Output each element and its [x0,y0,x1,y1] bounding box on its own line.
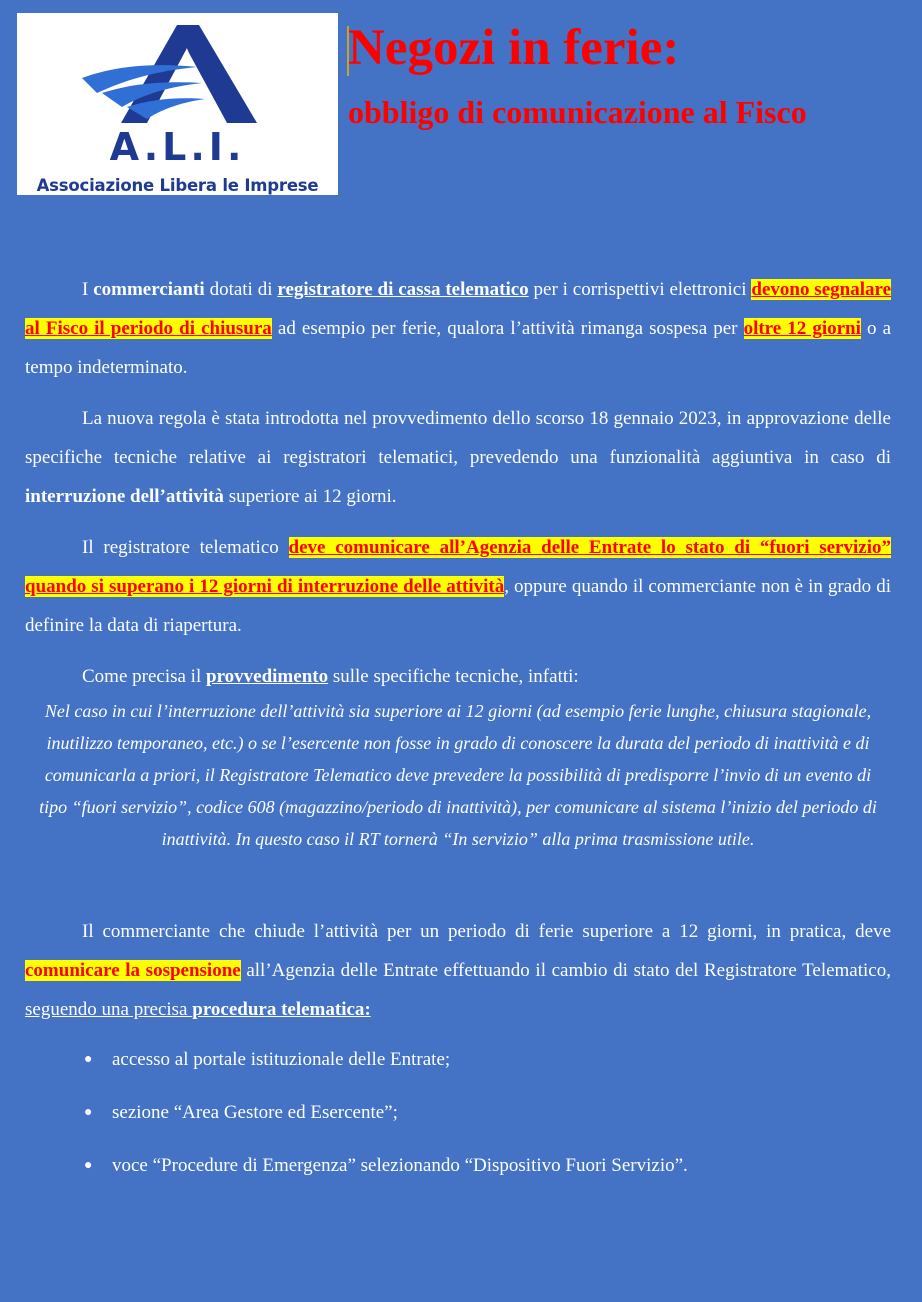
paragraph-rule [25,399,891,516]
text-underlined: seguendo una precisa [25,999,193,1020]
text: I [82,279,94,300]
list-item-text: accesso al portale istituzionale delle Entrate; [112,1049,451,1070]
bullet-icon: ● [84,1105,93,1120]
page-subtitle: obbligo di comunicazione al Fisco [348,94,807,130]
logo-subtitle: Associazione Libera le Imprese [36,176,319,195]
ali-logo-icon [77,23,277,128]
bullet-icon: ● [84,1158,93,1173]
text-bold: interruzione dell’attività [25,486,224,507]
text: per i corrispettivi elettronici [528,279,752,300]
text: , oppure quando il commerciante non è in grado di definire la data di riapertura. [25,576,891,636]
page-title: Negozi in ferie: [348,20,680,76]
text: dotati di [204,279,278,300]
logo-name: A.L.I. [109,125,246,169]
highlight-text: deve comunicare all’Agenzia delle Entrate lo stato di “fuori servizio” quando si superano i 12 giorni di interruzione delle attività [25,537,891,597]
steps-list [25,1033,891,1192]
text: sulle specifiche tecniche, infatti: [328,666,579,687]
bullet-icon: ● [84,1052,93,1067]
text: o a tempo indeterminato. [25,318,891,378]
list-item [84,1086,891,1139]
text: Il registratore telematico [82,537,289,558]
highlight-text: comunicare la sospensione [25,960,241,981]
text-underlined: registratore di cassa telematico [277,279,529,300]
article-body [25,270,891,1192]
text: Come precisa il [82,666,206,687]
logo [17,13,338,195]
paragraph-provvedimento [25,659,891,695]
text: La nuova regola è stata introdotta nel provvedimento dello scorso 18 gennaio 2023, in approvazione delle specifiche tecniche relative ai registratori telematici, prevedendo una funzionalità aggiuntiva in caso di [25,408,891,468]
paragraph-intro [25,270,891,387]
text-bold: commercianti [93,279,205,300]
highlight-text: devono segnalare al Fisco il periodo di chiusura [25,279,892,339]
list-item-text: sezione “Area Gestore ed Esercente”; [112,1102,398,1123]
text-underlined: procedura telematica [192,999,365,1020]
paragraph-registratore [25,528,891,645]
highlight-text: oltre 12 giorni [743,318,861,339]
text-underlined: provvedimento [206,666,329,687]
text: all’Agenzia delle Entrate effettuando il cambio di stato del Registratore Telematico, [240,960,891,981]
text: Il commerciante che chiude l’attività per un periodo di ferie superiore a 12 giorni, in pratica, deve [82,921,891,942]
text-underlined: : [364,999,371,1020]
quote-block: Nel caso in cui l’interruzione dell’attività sia superiore ai 12 giorni (ad esempio ferie lunghe, chiusura stagionale, inutilizzo temporaneo, etc.) o se l’esercente non fosse in grado di conoscere la durata del periodo di inattività e di comunicarla a priori, il Registratore Telematico deve prevedere la possibilità di predisporre l’invio di un evento di tipo “fuori servizio”, codice 608 (magazzino/periodo di inattività), per comunicare al sistema l’inizio del periodo di inattività. In questo caso il RT tornerà “In servizio” alla prima trasmissione utile. [39,701,877,849]
paragraph-procedura [25,912,891,1029]
text: superiore ai 12 giorni. [223,486,397,507]
list-item [84,1139,891,1192]
list-item-text: voce “Procedure di Emergenza” selezionando “Dispositivo Fuori Servizio”. [112,1155,688,1176]
text: ad esempio per ferie, qualora l’attività rimanga sospesa per [271,318,744,339]
list-item [84,1033,891,1086]
